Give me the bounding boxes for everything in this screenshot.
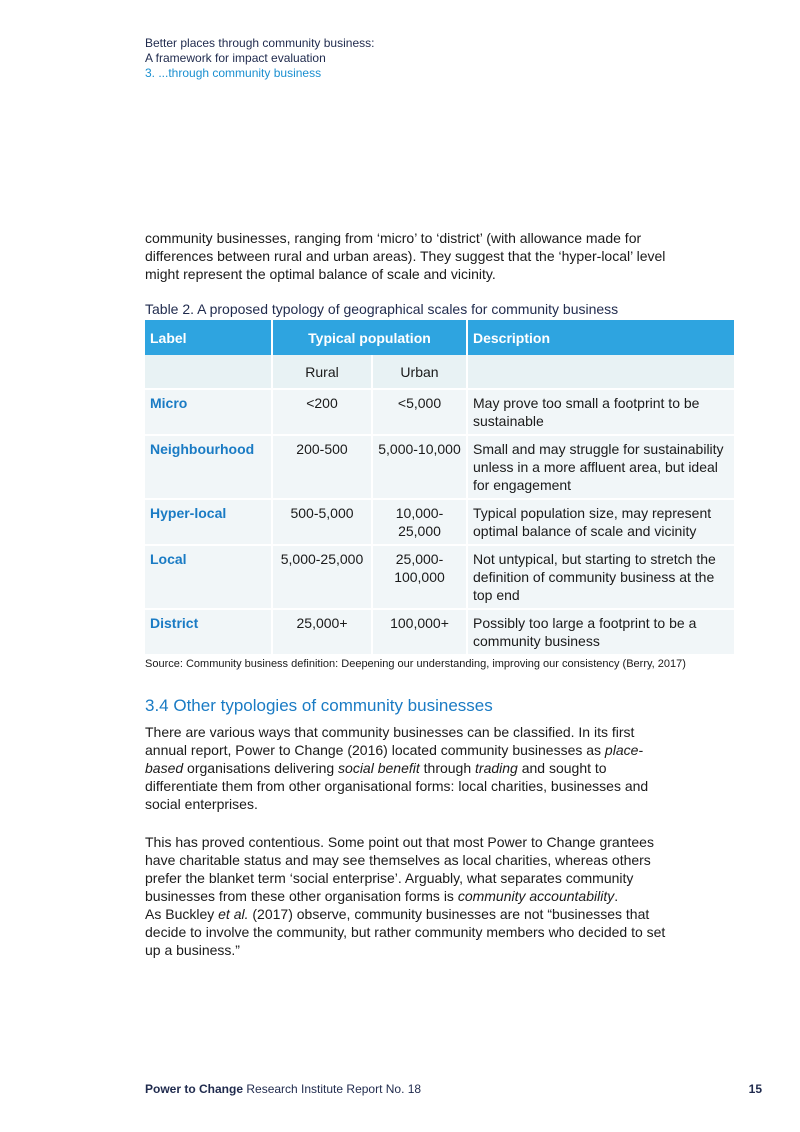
subheader-urban: Urban	[372, 355, 467, 389]
table-subheader-row	[145, 355, 734, 389]
header-chapter: 3. ...through community business	[145, 66, 322, 80]
intro-paragraph: community businesses, ranging from ‘micro’ to ‘district’ (with allowance made for differences between rural and urban areas). They suggest that the ‘hyper-local’ level might represent the optimal balance of scale and vicinity.	[145, 230, 666, 282]
table-row	[145, 435, 734, 499]
row-urban: 5,000-10,000	[372, 435, 467, 499]
subheader-empty	[467, 355, 734, 389]
typology-table	[145, 320, 734, 656]
page-number: 15	[748, 1082, 762, 1096]
row-rural: <200	[272, 389, 372, 435]
row-description: Typical population size, may represent optimal balance of scale and vicinity	[467, 499, 734, 545]
row-label: District	[145, 609, 272, 655]
header-label: Label	[145, 320, 272, 355]
header-description: Description	[467, 320, 734, 355]
row-rural: 200-500	[272, 435, 372, 499]
section-paragraph-1: There are various ways that community businesses can be classified. In its first annual report, Power to Change (2016) located community businesses as place-based organisations delivering social benefit through trading and sought to differentiate them from other organisational forms: local charities, businesses and social enterprises.	[145, 724, 649, 812]
row-rural: 25,000+	[272, 609, 372, 655]
row-label: Neighbourhood	[145, 435, 272, 499]
footer-report-title: Research Institute Report No. 18	[243, 1082, 422, 1096]
footer-brand: Power to Change	[145, 1082, 244, 1096]
row-description: Small and may struggle for sustainability unless in a more affluent area, but ideal for engagement	[467, 435, 734, 499]
table-row	[145, 545, 734, 609]
subheader-rural: Rural	[272, 355, 372, 389]
header-title-line1: Better places through community business:	[145, 36, 375, 50]
row-urban: 25,000-100,000	[372, 545, 467, 609]
row-urban: 10,000-25,000	[372, 499, 467, 545]
header-title-line2: A framework for impact evaluation	[145, 51, 326, 65]
row-description: May prove too small a footprint to be sustainable	[467, 389, 734, 435]
table-source-note: Source: Community business definition: Deepening our understanding, improving our consistency (Berry, 2017)	[145, 658, 686, 670]
row-urban: 100,000+	[372, 609, 467, 655]
section-heading: 3.4 Other typologies of community businesses	[145, 696, 493, 715]
section-paragraph-2: This has proved contentious. Some point out that most Power to Change grantees have charitable status and may see themselves as local charities, whereas others prefer the blanket term ‘social enterprise’. Arguably, what separates community businesses from these other organisation forms is community accountability. As Buckley et al. (2017) observe, community businesses are not “businesses that decide to involve the community, but rather community members who decided to set up a business.”	[145, 834, 666, 958]
table-row	[145, 389, 734, 435]
subheader-empty	[145, 355, 272, 389]
table-row	[145, 499, 734, 545]
row-rural: 500-5,000	[272, 499, 372, 545]
row-label: Local	[145, 545, 272, 609]
running-header	[145, 36, 374, 81]
header-population: Typical population	[272, 320, 467, 355]
row-description: Possibly too large a footprint to be a community business	[467, 609, 734, 655]
page-footer	[145, 1082, 421, 1097]
row-label: Micro	[145, 389, 272, 435]
row-label: Hyper-local	[145, 499, 272, 545]
row-description: Not untypical, but starting to stretch the definition of community business at the top end	[467, 545, 734, 609]
table-header-row	[145, 320, 734, 355]
table-row	[145, 609, 734, 655]
table-caption: Table 2. A proposed typology of geographical scales for community business	[145, 301, 619, 317]
row-rural: 5,000-25,000	[272, 545, 372, 609]
row-urban: <5,000	[372, 389, 467, 435]
